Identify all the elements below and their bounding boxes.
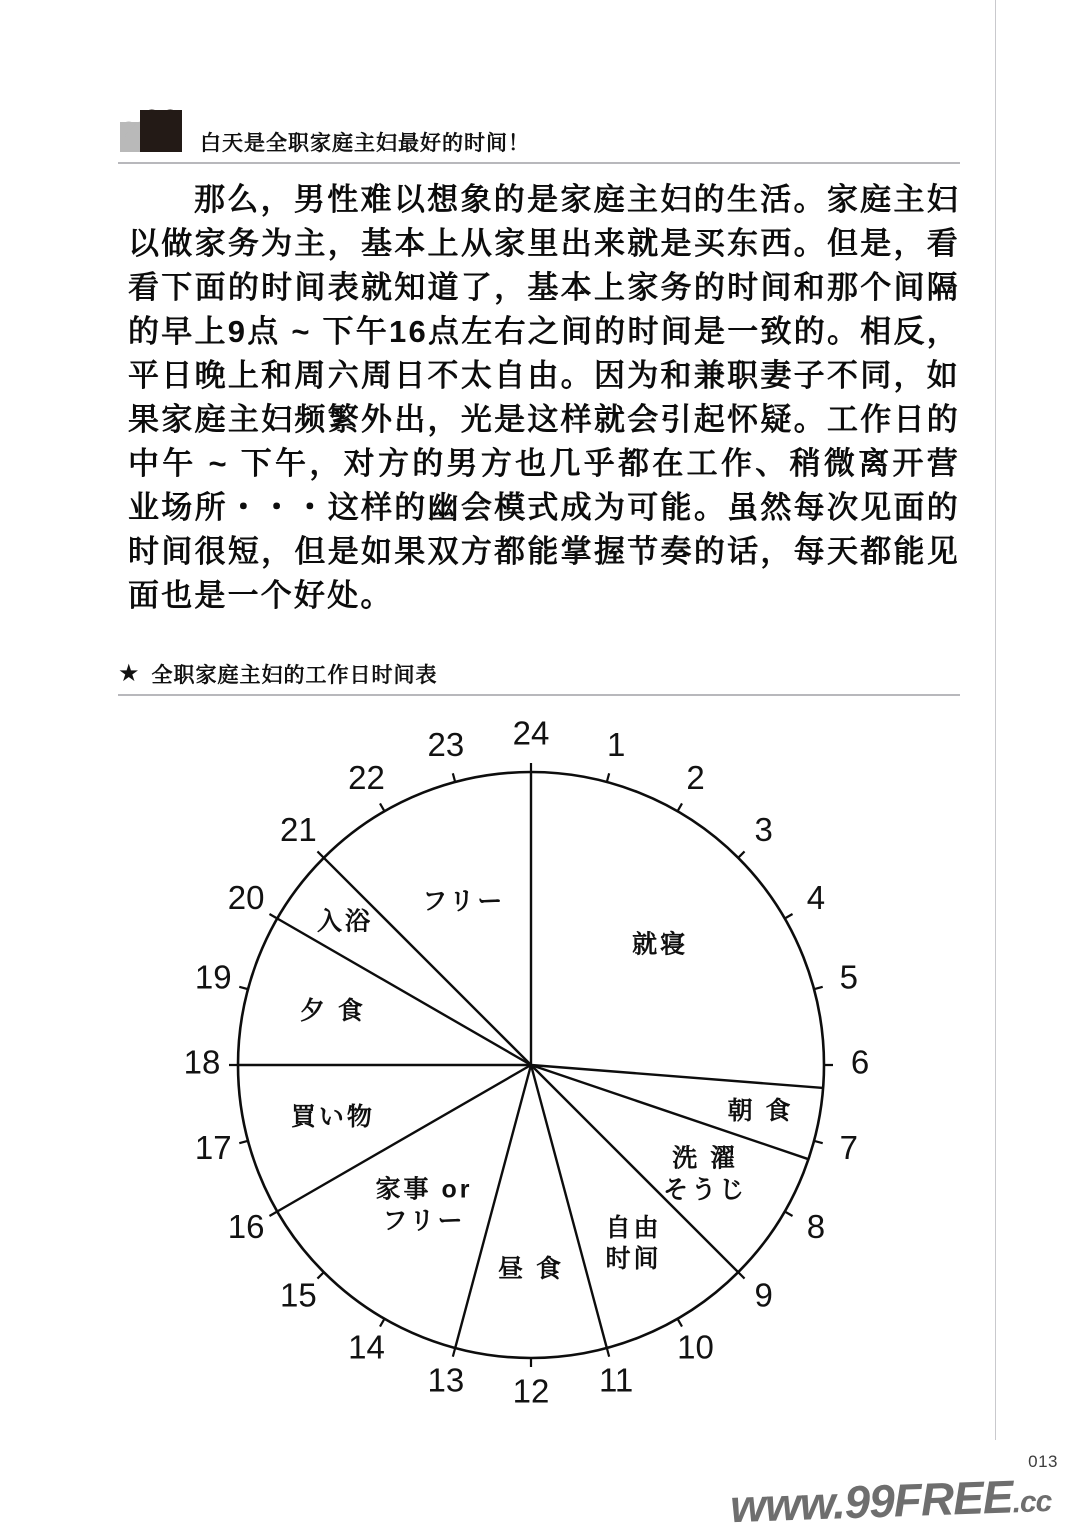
hour-label-7: 7 xyxy=(839,1128,858,1166)
hour-label-12: 12 xyxy=(512,1372,550,1410)
hour-label-23: 23 xyxy=(427,725,465,763)
watermark-prefix: www. xyxy=(729,1476,846,1532)
section-header-chart xyxy=(118,640,960,696)
slice-label-line: 朝 食 xyxy=(727,1096,794,1125)
slice-label-line: 夕 食 xyxy=(299,996,366,1025)
slice-label-line: 家事 or xyxy=(375,1175,473,1204)
hour-label-17: 17 xyxy=(194,1128,232,1166)
site-watermark xyxy=(729,1468,1052,1532)
heart-icon-dark xyxy=(140,110,182,152)
hour-label-14: 14 xyxy=(348,1328,385,1366)
section-title-chart: 全职家庭主妇的工作日时间表 xyxy=(151,664,438,687)
schedule-clock-chart xyxy=(150,700,930,1420)
slice-label-line: 自由 xyxy=(605,1213,662,1242)
slice-label-line: フリー xyxy=(382,1206,466,1235)
slice-label xyxy=(317,906,373,935)
slice-label xyxy=(728,1097,794,1125)
slice-label xyxy=(422,887,505,915)
hour-label-2: 2 xyxy=(686,758,705,796)
star-icon: ★ xyxy=(118,660,140,687)
double-heart-icon xyxy=(118,108,200,160)
hour-label-10: 10 xyxy=(677,1328,714,1366)
slice-label xyxy=(300,997,366,1025)
hour-label-20: 20 xyxy=(227,879,265,917)
hour-label-11: 11 xyxy=(599,1361,634,1399)
section-divider-chart xyxy=(118,694,960,696)
hour-label-4: 4 xyxy=(806,879,826,917)
hour-label-13: 13 xyxy=(427,1361,465,1399)
slice-label-line: 就寝 xyxy=(632,930,689,959)
slice-label-line: 洗 濯 xyxy=(672,1144,739,1173)
hour-label-8: 8 xyxy=(806,1208,826,1246)
section-title-top: 白天是全职家庭主妇最好的时间！ xyxy=(200,132,530,155)
hour-label-6: 6 xyxy=(850,1043,870,1081)
hour-label-24: 24 xyxy=(512,714,550,752)
hour-label-18: 18 xyxy=(183,1043,221,1081)
hour-label-15: 15 xyxy=(280,1276,317,1314)
slice-label-line: 入浴 xyxy=(317,906,374,935)
hour-label-19: 19 xyxy=(194,958,232,996)
hour-label-16: 16 xyxy=(227,1208,265,1246)
slice-label-line: そうじ xyxy=(663,1175,748,1204)
clock-svg xyxy=(150,700,930,1420)
section-divider-top xyxy=(118,162,960,164)
hour-label-21: 21 xyxy=(280,811,317,849)
slice-label xyxy=(632,929,688,958)
page-number: 013 xyxy=(1028,1452,1058,1471)
hour-label-5: 5 xyxy=(839,958,858,996)
slice-label-line: 買い物 xyxy=(290,1102,375,1131)
page-gutter-rule xyxy=(995,0,996,1440)
section-header-top xyxy=(118,108,960,164)
watermark-suffix: .cc xyxy=(1012,1485,1052,1520)
slice-label xyxy=(498,1255,564,1283)
hour-label-22: 22 xyxy=(348,758,385,796)
slice-label xyxy=(291,1103,375,1131)
body-paragraph: 那么，男性难以想象的是家庭主妇的生活。家庭主妇以做家务为主，基本上从家里出来就是买东西。但是，看看下面的时间表就知道了，基本上家务的时间和那个间隔的早上9点 ~ 下午16点左右之间的时间是一致的。相反，平日晚上和周六周日不太自由。因为和兼职妻子不同，如果家庭主妇频繁外出，光是这样就会引起怀疑。工作日的中午 ~ 下午，对方的男方也几乎都在工作、稍微离开营业场所・・・这样的幽会模式成为可能。虽然每次见面的时间很短，但是如果双方都能掌握节奏的话，每天都能见面也是一个好处。 xyxy=(128,182,960,613)
slice-label-line: 时间 xyxy=(605,1244,662,1273)
hour-label-1: 1 xyxy=(606,725,626,763)
hour-label-3: 3 xyxy=(754,811,773,849)
slice-label-line: 昼 食 xyxy=(498,1254,564,1283)
watermark-main: 99FREE xyxy=(843,1470,1014,1529)
hour-label-9: 9 xyxy=(754,1276,773,1314)
slice-label-line: フリー xyxy=(422,887,506,916)
